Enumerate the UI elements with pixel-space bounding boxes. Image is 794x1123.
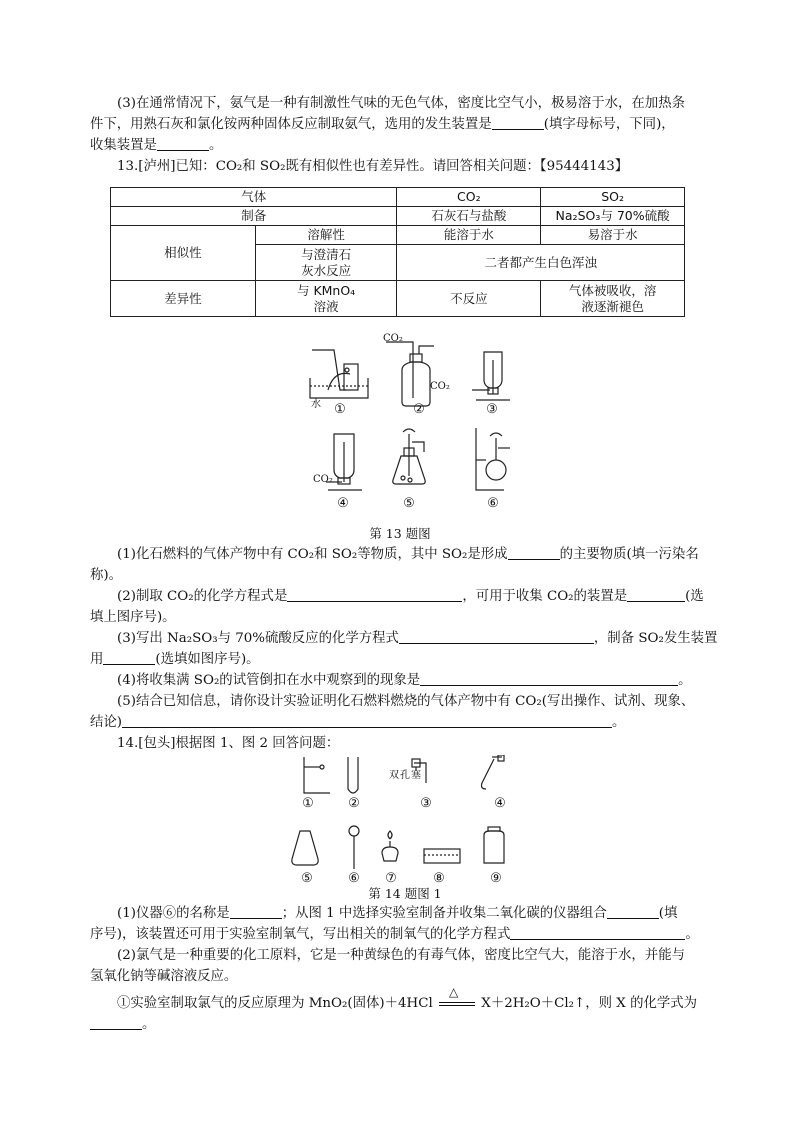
answer-blank[interactable] (420, 671, 678, 686)
instrument-6-long-neck-funnel (349, 826, 359, 869)
q-text: (选填如图序号)。 (155, 652, 260, 667)
q12-3-text: 收集装置是 (90, 138, 157, 153)
table-header-so2: SO₂ (541, 188, 685, 207)
q-text: (选 (685, 589, 704, 604)
instrument-7-alcohol-lamp (382, 831, 398, 861)
instrument-2-test-tube (348, 757, 358, 793)
table-cell: 制备 (111, 207, 397, 226)
answer-blank[interactable] (508, 545, 560, 560)
answer-blank[interactable] (510, 925, 685, 940)
q-text: ；从图 1 中选择实验室制备并收集二氧化碳的仪器组合 (281, 906, 607, 921)
fig14-label: ⑥ (348, 871, 360, 886)
table-header-gas: 气体 (111, 188, 397, 207)
q-text: (4)将收集满 SO₂的试管倒扣在水中观察到的现象是 (117, 673, 421, 688)
q12-3-text: 。 (208, 138, 223, 153)
q-text: 。 (678, 673, 692, 688)
fig14-label: ⑧ (433, 871, 445, 886)
q13-2 (117, 587, 706, 607)
q-text: ，可用于收集 CO₂的装置是 (462, 589, 628, 604)
fig14-label: ② (348, 796, 360, 811)
table-header-co2: CO₂ (397, 188, 541, 207)
q-text: (3)写出 Na₂SO₃与 70%硫酸反应的化学方程式 (117, 631, 399, 646)
cell-text: 与澄清石 (301, 246, 352, 262)
q-text: 序号)，该装置还可用于实验室制氧气，写出相关的制氧气的化学方程式 (90, 927, 511, 942)
answer-blank[interactable] (122, 713, 612, 728)
answer-blank[interactable] (627, 587, 685, 602)
q12-3-line2 (90, 115, 706, 135)
table-cell (255, 281, 397, 317)
fig13-label: ⑥ (487, 496, 499, 511)
answer-blank[interactable] (230, 904, 282, 919)
q-text: (2)制取 CO₂的化学方程式是 (117, 589, 288, 604)
q-text: 用 (90, 652, 104, 667)
q-text: (1)仪器⑥的名称是 (117, 906, 230, 921)
q13-2-cont: 填上图序号)。 (90, 610, 176, 625)
q13-1-cont: 称)。 (90, 568, 123, 583)
q-text: (填 (658, 906, 678, 921)
q12-3-text: 件下，用熟石灰和氯化铵两种固体反应制取氨气，选用的发生装置是 (90, 117, 492, 132)
table-cell: 石灰石与盐酸 (397, 207, 541, 226)
table-cell (541, 281, 685, 317)
table-cell-diff: 差异性 (111, 281, 256, 317)
fig13-label: ⑤ (403, 496, 415, 511)
cell-text: 液逐渐褪色 (581, 298, 644, 314)
q14-intro: 14.[包头]根据图 1、图 2 回答问题： (117, 736, 340, 751)
instrument-1-iron-stand (304, 757, 330, 793)
q12-3-line1: (3)在通常情况下，氨气是一种有制激性气味的无色气体，密度比空气小，极易溶于水，在加热条 (117, 96, 685, 111)
table-cell: 溶解性 (255, 226, 397, 245)
q14-1 (117, 904, 706, 924)
answer-blank[interactable] (287, 587, 462, 602)
table-cell: 二者都产生白色浑浊 (397, 245, 685, 281)
apparatus-5-conical-flask (393, 429, 425, 484)
q14-2-cont: 氢氧化钠等碱溶液反应。 (90, 969, 238, 984)
fig13-label: ② (413, 402, 425, 417)
fig13-label: ④ (337, 496, 349, 511)
fig13-label: ① (334, 402, 346, 417)
comparison-table (110, 187, 685, 317)
fig14-label: ⑤ (301, 871, 313, 886)
q-text: 结论) (90, 715, 123, 730)
q13-3-cont (90, 650, 706, 670)
reaction-condition (437, 985, 477, 1014)
cell-text: 与 KMnO₄ (296, 282, 356, 298)
q13-5: (5)结合已知信息，请你设计实验证明化石燃料燃烧的气体产物中有 CO₂(写出操作、试剂、现象、 (117, 694, 695, 709)
q-text: 。 (142, 1017, 156, 1032)
cell-text: 气体被吸收，溶 (568, 282, 657, 298)
fig14-label: ③ (420, 796, 432, 811)
answer-blank[interactable] (90, 1015, 142, 1030)
figure-13-caption: 第 13 题图 (369, 526, 431, 541)
answer-blank[interactable] (157, 136, 209, 151)
q14-2: (2)氯气是一种重要的化工原料，它是一种黄绿色的有毒气体，密度比空气大，能溶于水，并能与 (117, 948, 685, 963)
q13-5-cont (90, 713, 706, 733)
q-text: ，制备 SO₂发生装置 (593, 631, 718, 646)
q-text: 。 (685, 927, 699, 942)
answer-blank[interactable] (399, 629, 594, 644)
q14-2-1 (117, 985, 706, 1014)
water-label: 水 (311, 399, 321, 410)
q13-intro: 13.[泸州]已知：CO₂和 SO₂既有相似性也有差异性。请回答相关问题：【95444143】 (117, 159, 629, 174)
fig14-label: ① (302, 796, 314, 811)
fig14-label: ④ (494, 796, 506, 811)
answer-blank[interactable] (492, 115, 544, 130)
answer-blank[interactable] (103, 650, 155, 665)
q14-1-cont (90, 925, 706, 945)
apparatus-6-retort-stand (476, 428, 510, 490)
fig14-label: ⑨ (490, 871, 502, 886)
cell-text: 灰水反应 (301, 262, 352, 278)
q-text: X＋2H₂O＋Cl₂↑，则 X 的化学式为 (481, 996, 698, 1011)
q13-4 (117, 671, 706, 691)
table-cell: 不反应 (397, 281, 541, 317)
fig13-label: ③ (486, 402, 498, 417)
q-text: (1)化石燃料的气体产物中有 CO₂和 SO₂等物质，其中 SO₂是形成 (117, 547, 508, 562)
apparatus-2-gas-bottle (386, 342, 434, 406)
table-cell: 易溶于水 (541, 226, 685, 245)
co2-label: CO₂ (313, 474, 333, 485)
instrument-8-water-trough (424, 849, 460, 863)
q-text: ①实验室制取氯气的反应原理为 MnO₂(固体)＋4HCl (117, 996, 433, 1011)
stopper-label: 双孔塞 (389, 770, 422, 781)
co2-label: CO₂ (383, 333, 403, 344)
table-cell: Na₂SO₃与 70%硫酸 (541, 207, 685, 226)
co2-label: CO₂ (430, 381, 450, 392)
apparatus-1-water-trough (310, 350, 368, 398)
fig14-label: ⑦ (385, 871, 397, 886)
q14-2-1-cont (90, 1015, 706, 1035)
q13-1 (117, 545, 706, 565)
q12-3-line3 (90, 136, 706, 156)
instrument-5-conical-flask (292, 831, 318, 865)
apparatus-3-inverted-bottle (472, 352, 510, 400)
q-text: 的主要物质(填一污染名 (559, 547, 699, 562)
q-text: 。 (612, 715, 626, 730)
heat-symbol: △ (449, 985, 459, 999)
answer-blank[interactable] (607, 904, 659, 919)
q13-3 (117, 629, 718, 649)
instrument-4-bent-tube (482, 755, 505, 789)
q12-3-text: (填字母标号，下同)， (543, 117, 675, 132)
table-cell-similar: 相似性 (111, 226, 256, 281)
instrument-9-gas-jar (484, 827, 504, 863)
table-cell (255, 245, 397, 281)
figure-14-caption: 第 14 题图 1 (368, 886, 442, 901)
cell-text: 溶液 (313, 298, 339, 314)
figure-13-apparatus (300, 330, 510, 518)
table-cell: 能溶于水 (397, 226, 541, 245)
